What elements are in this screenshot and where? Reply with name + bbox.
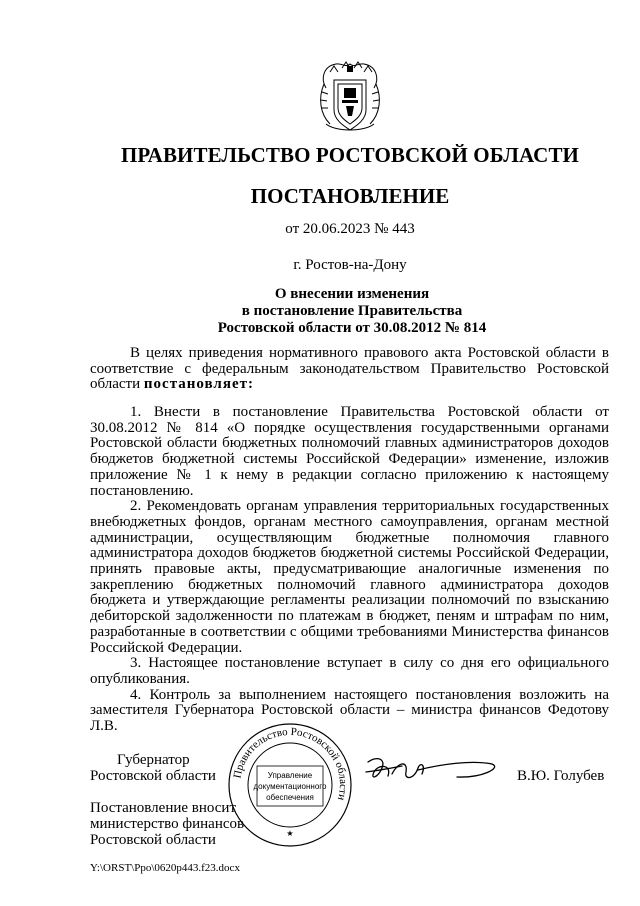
signatory-title-line-1: Губернатор — [117, 752, 190, 768]
subject-line-1: О внесении изменения — [274, 286, 430, 302]
intro-decree-word: постановляет: — [143, 376, 254, 393]
government-title: ПРАВИТЕЛЬСТВО РОСТОВСКОЙ ОБЛАСТИ — [121, 143, 579, 167]
document-type: ПОСТАНОВЛЕНИЕ — [250, 184, 450, 208]
stamp-inner-line-1: Управление — [267, 771, 313, 780]
item-3: 3. Настоящее постановление вступает в силу со дня его официального опубликования. — [90, 655, 609, 687]
item-1: 1. Внести в постановление Правительства Ростовской области от 30.08.2012 № 814 «О порядке осуществления государственными органами Ростовской области бюджетных полномочий главных администраторов доходов бюджетов бюджетной системы Российской Федерации» изменение, изложив приложение № 1 к нему в редакции согласно приложению к настоящему постановлению. — [90, 404, 609, 499]
subject-line-2: в постановление Правительства — [241, 303, 463, 319]
signatory-name: В.Ю. Голубев — [517, 768, 605, 784]
svg-text:★: ★ — [286, 829, 294, 838]
introduced-by-line-1: Постановление вносит — [90, 800, 237, 816]
coat-of-arms-emblem — [316, 58, 384, 136]
stamp-ring-text: Правительство Ростовской области — [231, 725, 350, 802]
handwritten-signature — [362, 750, 502, 790]
intro-paragraph — [90, 346, 609, 393]
stamp-inner-line-2: документационного — [253, 782, 327, 791]
subject-line-3: Ростовской области от 30.08.2012 № 814 — [217, 320, 487, 336]
decree-items — [90, 405, 609, 735]
introduced-by-line-3: Ростовской области — [90, 832, 216, 848]
official-stamp — [227, 722, 353, 848]
date-number: от 20.06.2023 № 443 — [285, 221, 415, 237]
introduced-by-line-2: министерство финансов — [90, 816, 245, 832]
stamp-inner-line-3: обеспечения — [266, 793, 314, 802]
intro-text: В целях приведения нормативного правового акта Ростовской области в соответствие с федеральным законодательством Правительство Ростовской области — [90, 345, 609, 393]
item-4: 4. Контроль за выполнением настоящего постановления возложить на заместителя Губернатора Ростовской области – министра финансов Федотову Л.В. — [90, 686, 609, 735]
file-path: Y:\ORST\Ppo\0620p443.f23.docx — [90, 862, 240, 874]
document-subject — [0, 286, 640, 337]
city: г. Ростов-на-Дону — [293, 257, 407, 273]
item-2: 2. Рекомендовать органам управления территориальных государственных внебюджетных фондов, органам местного самоуправления, органам местной администрации, осуществляющим бюджетные полномочия главного администратора доходов бюджетов бюджетной системы Российской Федерации, принять правовые акты, предусматривающие аналогичные изменения по закреплению бюджетных полномочий главного администратора доходов бюджета и утверждающие регламенты реализации полномочий по взысканию дебиторской задолженности по платежам в бюджет, пеням и штрафам по ним, разработанные в соответствии с общими требованиями Министерства финансов Российской Федерации. — [90, 498, 609, 656]
signatory-title-line-2: Ростовской области — [90, 768, 216, 784]
